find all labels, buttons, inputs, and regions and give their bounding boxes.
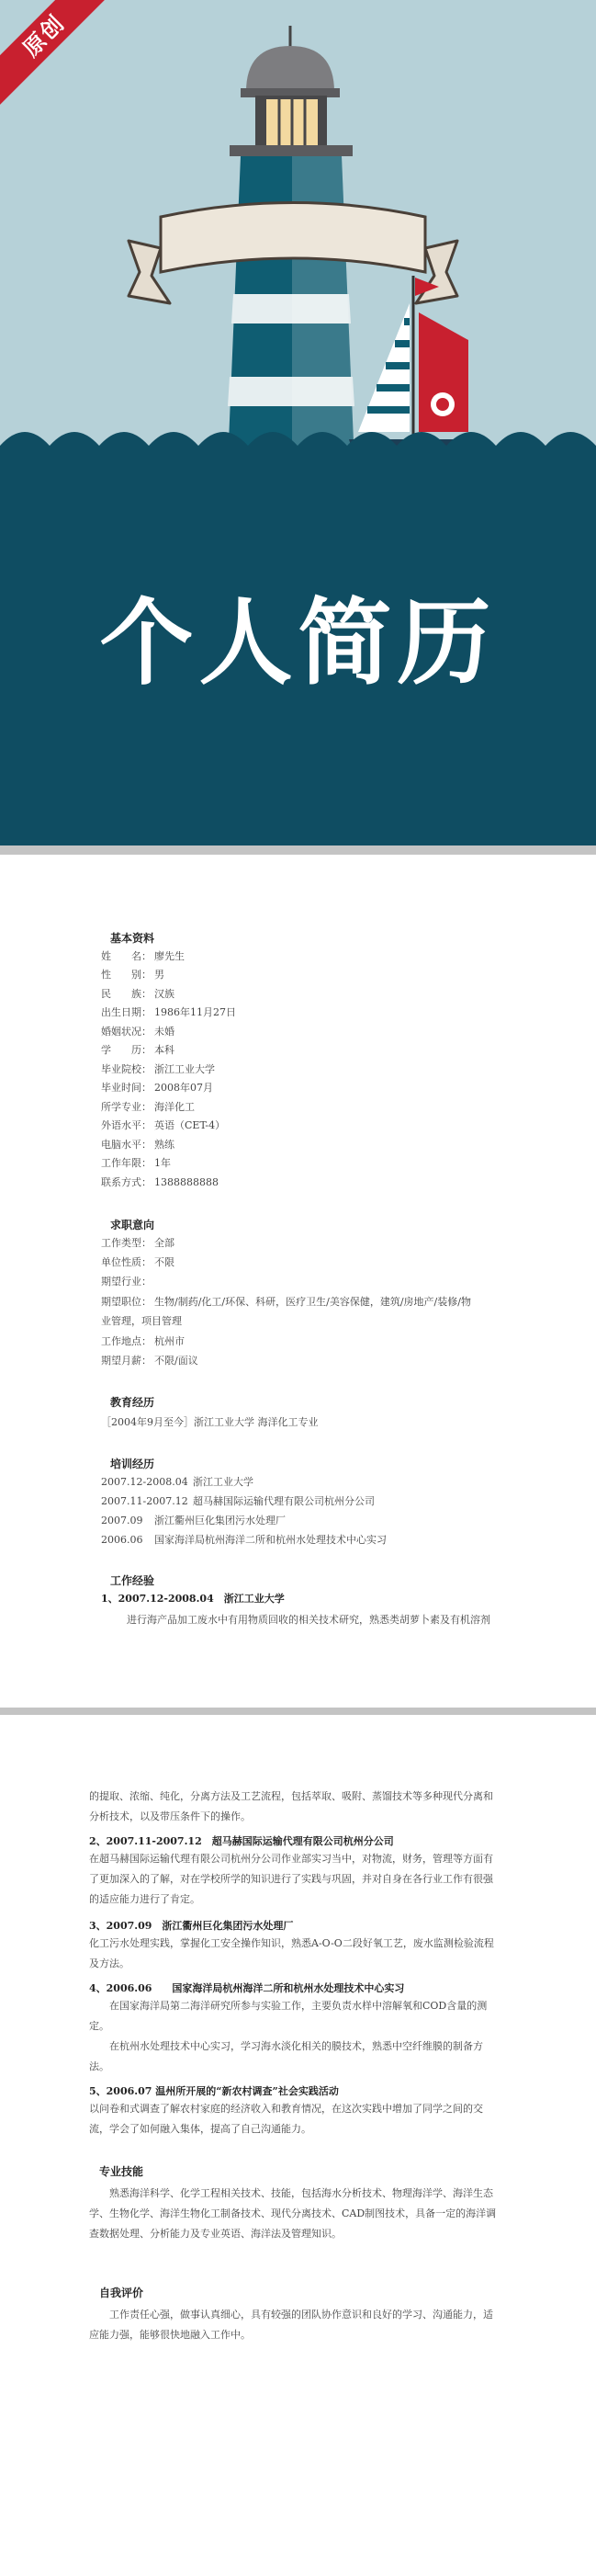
self-paragraph: 工作责任心强，做事认真细心，具有较强的团队协作意识和良好的学习、沟通能力，适应能力强，能够很快地融入工作中。 bbox=[89, 2309, 493, 2341]
training-row bbox=[101, 1495, 375, 1508]
original-badge: 原创 bbox=[0, 0, 121, 113]
section-title-education: 教育经历 bbox=[110, 1396, 155, 1409]
section-title-experience: 工作经验 bbox=[110, 1574, 155, 1587]
info-label: 毕业时间： bbox=[101, 1082, 152, 1094]
info-value: 汉族 bbox=[154, 988, 174, 1000]
section-title-skills: 专业技能 bbox=[99, 2165, 144, 2178]
training-row bbox=[101, 1534, 387, 1547]
info-value: 1年 bbox=[154, 1157, 171, 1169]
experience-heading: 2、2007.11-2007.12 超马赫国际运输代理有限公司杭州分公司 bbox=[89, 1835, 394, 1847]
info-value: 1986年11月27日 bbox=[154, 1006, 236, 1018]
info-value: 廖先生 bbox=[154, 950, 185, 962]
section-title-self: 自我评价 bbox=[99, 2287, 144, 2299]
info-row bbox=[101, 1026, 174, 1038]
info-label: 电脑水平： bbox=[101, 1139, 152, 1151]
info-row bbox=[101, 1101, 195, 1114]
intent-value: 杭州市 bbox=[154, 1335, 185, 1347]
training-row bbox=[101, 1476, 253, 1489]
intent-value: 业管理，项目管理 bbox=[101, 1315, 182, 1327]
info-label: 联系方式： bbox=[101, 1176, 152, 1188]
intent-row bbox=[101, 1276, 154, 1288]
experience-paragraph: 以问卷和式调查了解农村家庭的经济收入和教育情况，在这次实践中增加了同学之间的交流，学会了如何融入集体，提高了自己沟通能力。 bbox=[89, 2103, 483, 2135]
training-date: 2007.09 bbox=[101, 1515, 143, 1526]
experience-paragraph: 的提取、浓缩、纯化，分离方法及工艺流程，包括萃取、吸附、蒸馏技术等多种现代分离和分析技术，以及带压条件下的操作。 bbox=[89, 1790, 493, 1822]
info-row bbox=[101, 1119, 225, 1132]
training-date: 2006.06 bbox=[101, 1534, 143, 1546]
cover bbox=[0, 0, 596, 845]
info-value: 1388888888 bbox=[154, 1176, 219, 1188]
training-org: 浙江衢州巨化集团污水处理厂 bbox=[154, 1515, 286, 1526]
intent-value: 不限 bbox=[154, 1256, 174, 1268]
info-label: 姓 名： bbox=[101, 950, 152, 962]
intent-label: 期望行业： bbox=[101, 1276, 152, 1288]
intent-value: 不限/面议 bbox=[154, 1355, 198, 1367]
intent-row bbox=[101, 1335, 185, 1348]
info-label: 所学专业： bbox=[101, 1101, 152, 1113]
info-label: 工作年限： bbox=[101, 1157, 152, 1169]
info-row bbox=[101, 950, 185, 963]
info-row bbox=[101, 1044, 174, 1057]
intent-label: 单位性质： bbox=[101, 1256, 152, 1268]
intent-value: 生物/制药/化工/环保、科研，医疗卫生/美容保健，建筑/房地产/装修/物 bbox=[154, 1296, 471, 1308]
experience-paragraph: 进行海产品加工废水中有用物质回收的相关技术研究，熟悉类胡萝卜素及有机溶剂 bbox=[127, 1614, 490, 1626]
intent-row bbox=[101, 1237, 174, 1250]
page-divider bbox=[0, 1708, 596, 1715]
experience-paragraph: 化工污水处理实践，掌握化工安全操作知识，熟悉A-O-O二段好氧工艺，废水监测检验流程及方法。 bbox=[89, 1937, 494, 1969]
training-row bbox=[101, 1515, 286, 1527]
page-divider bbox=[0, 845, 596, 855]
section-title-intent: 求职意向 bbox=[110, 1219, 155, 1231]
experience-heading: 3、2007.09 浙江衢州巨化集团污水处理厂 bbox=[89, 1920, 294, 1932]
section-title-training: 培训经历 bbox=[110, 1458, 155, 1470]
training-org: 国家海洋局杭州海洋二所和杭州水处理技术中心实习 bbox=[154, 1534, 387, 1546]
info-value: 未婚 bbox=[154, 1026, 174, 1038]
intent-row bbox=[101, 1256, 174, 1269]
intent-value: 全部 bbox=[154, 1237, 174, 1249]
experience-heading: 4、2006.06 国家海洋局杭州海洋二所和杭州水处理技术中心实习 bbox=[89, 1982, 405, 1994]
experience-paragraph: 在国家海洋局第二海洋研究所参与实验工作，主要负责水样中溶解氧和COD含量的测定。 bbox=[89, 2000, 488, 2032]
info-value: 浙江工业大学 bbox=[154, 1063, 215, 1075]
skills-paragraph: 熟悉海洋科学、化学工程相关技术、技能，包括海水分析技术、物理海洋学、海洋生态学、生物化学、海洋生物化工制备技术、现代分离技术、CAD制图技术，具备一定的海洋调查数据处理、分析能力及专业英语、海洋法及管理知识。 bbox=[89, 2187, 497, 2240]
info-value: 海洋化工 bbox=[154, 1101, 195, 1113]
info-value: 2008年07月 bbox=[154, 1082, 213, 1094]
training-org: 超马赫国际运输代理有限公司杭州分公司 bbox=[193, 1495, 375, 1507]
info-row bbox=[101, 1157, 171, 1170]
info-label: 学 历： bbox=[101, 1044, 152, 1056]
intent-label: 期望月薪： bbox=[101, 1355, 152, 1367]
experience-heading: 5、2006.07 温州所开展的“新农村调查”社会实践活动 bbox=[89, 2085, 339, 2097]
intent-row bbox=[101, 1355, 198, 1367]
info-row bbox=[101, 1176, 219, 1189]
info-label: 婚姻状况： bbox=[101, 1026, 152, 1038]
info-row bbox=[101, 1006, 236, 1019]
cover-title: 个人简历 bbox=[99, 589, 497, 698]
training-org: 浙江工业大学 bbox=[193, 1476, 253, 1488]
info-label: 性 别： bbox=[101, 969, 152, 981]
intent-row bbox=[101, 1296, 471, 1309]
intent-label: 工作类型： bbox=[101, 1237, 152, 1249]
info-label: 民 族： bbox=[101, 988, 152, 1000]
education-line: ［2004年9月至今］浙江工业大学 海洋化工专业 bbox=[101, 1416, 319, 1428]
info-row bbox=[101, 1139, 174, 1152]
info-row bbox=[101, 1082, 213, 1095]
training-date: 2007.11-2007.12 bbox=[101, 1495, 188, 1507]
intent-row-cont bbox=[101, 1315, 182, 1328]
info-value: 英语（CET-4） bbox=[154, 1119, 226, 1131]
info-row bbox=[101, 1063, 215, 1076]
experience-paragraph: 在超马赫国际运输代理有限公司杭州分公司作业部实习当中，对物流，财务，管理等方面有了更加深入的了解，对在学校所学的知识进行了实践与巩固，并对自身在各行业工作有很强的适应能力进行了肯定。 bbox=[89, 1853, 493, 1905]
info-value: 熟练 bbox=[154, 1139, 174, 1151]
info-label: 外语水平： bbox=[101, 1119, 152, 1131]
info-label: 出生日期： bbox=[101, 1006, 152, 1018]
info-label: 毕业院校： bbox=[101, 1063, 152, 1075]
experience-paragraph: 在杭州水处理技术中心实习，学习海水淡化相关的膜技术，熟悉中空纤维膜的制备方法。 bbox=[89, 2040, 483, 2072]
training-date: 2007.12-2008.04 bbox=[101, 1476, 188, 1488]
info-value: 本科 bbox=[154, 1044, 174, 1056]
intent-label: 期望职位： bbox=[101, 1296, 152, 1308]
intent-label: 工作地点： bbox=[101, 1335, 152, 1347]
info-value: 男 bbox=[154, 969, 164, 981]
experience-heading: 1、2007.12-2008.04 浙江工业大学 bbox=[101, 1593, 285, 1605]
info-row bbox=[101, 969, 164, 982]
info-row bbox=[101, 988, 174, 1001]
section-title-basic: 基本资料 bbox=[110, 932, 155, 945]
